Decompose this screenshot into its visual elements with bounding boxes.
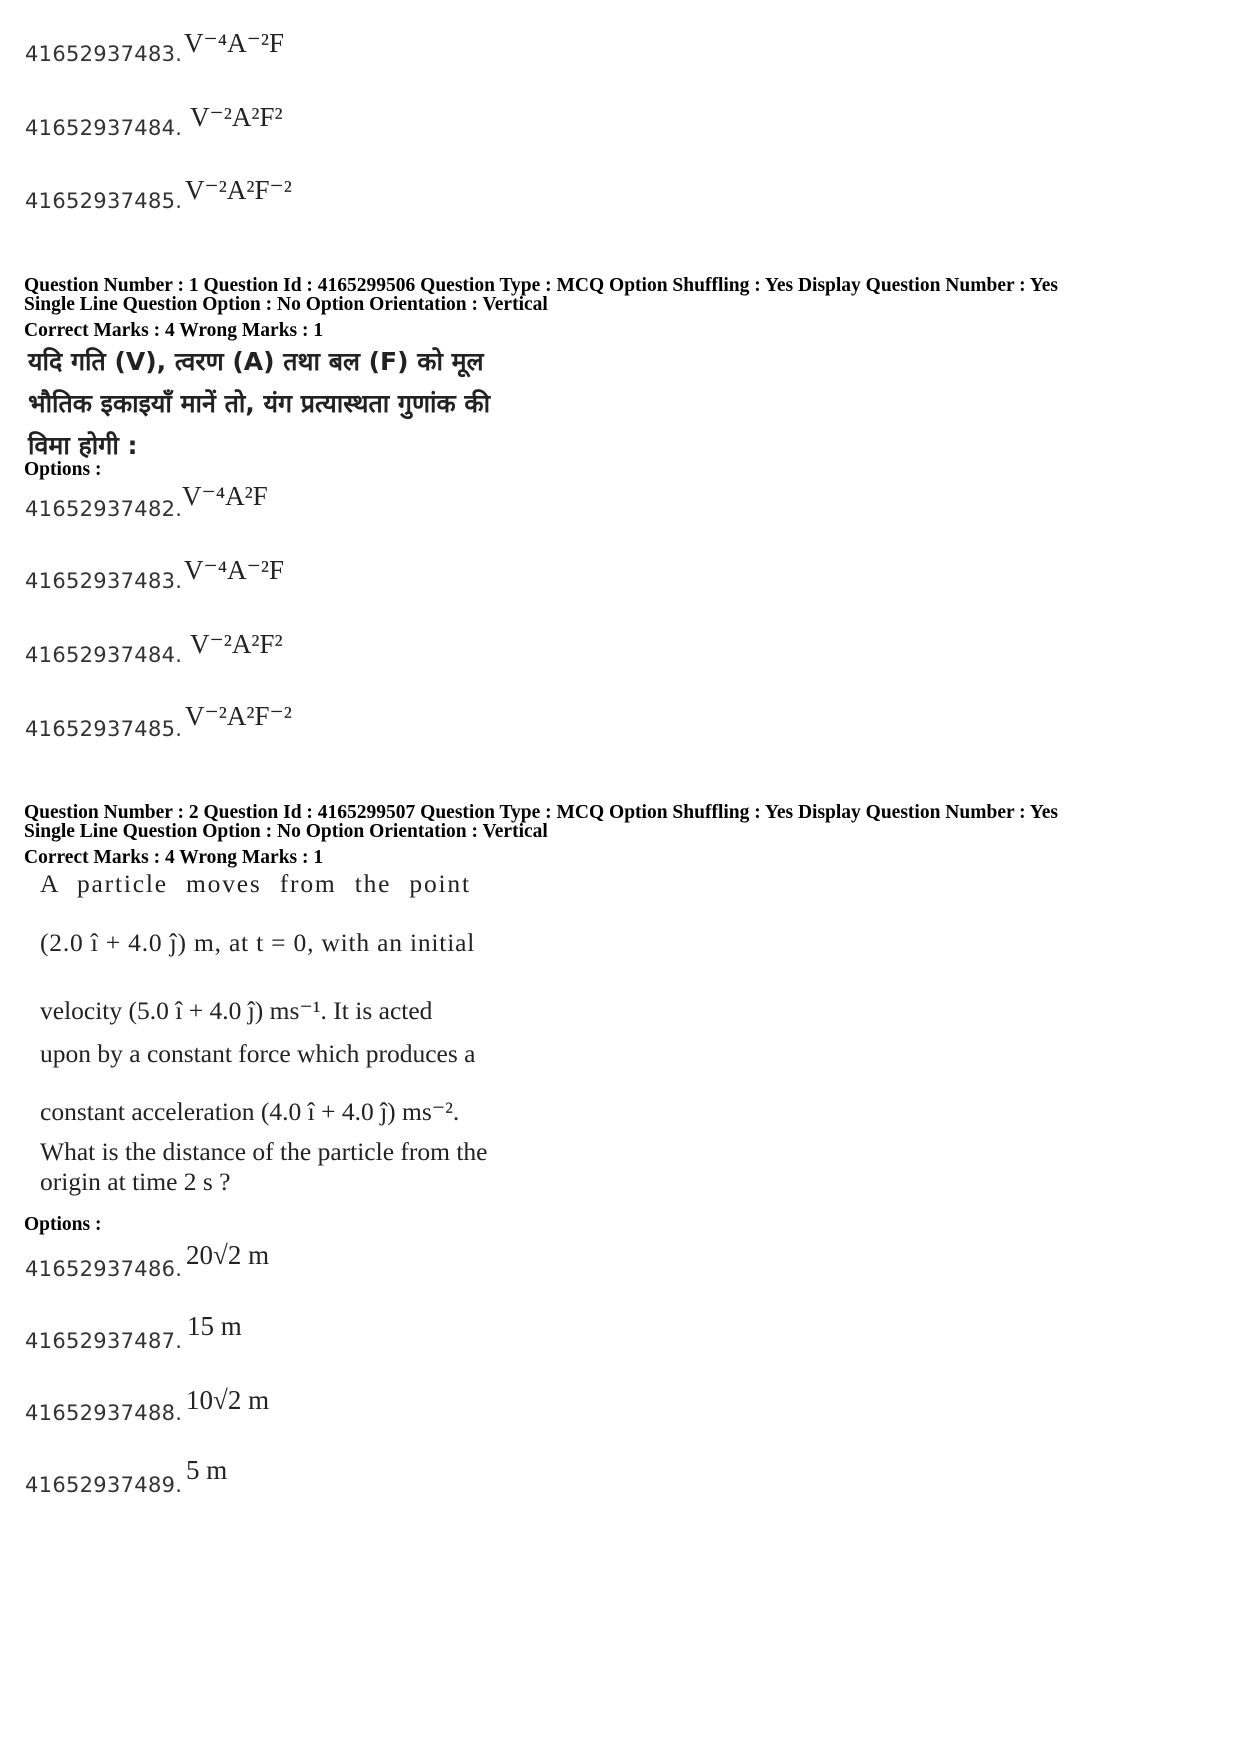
option-text[interactable]: V⁻²A²F⁻² [185, 175, 292, 205]
option-number: 41652937487. [25, 1329, 183, 1353]
option-text[interactable]: 15 m [187, 1311, 242, 1341]
question-text-line: यदि गति (V), त्वरण (A) तथा बल (F) को मूल [28, 347, 484, 376]
option-text[interactable]: 20√2 m [186, 1240, 270, 1270]
option-text[interactable]: V⁻⁴A⁻²F [184, 555, 285, 585]
question-text-line: What is the distance of the particle from the [40, 1137, 488, 1166]
option-number: 41652937483. [25, 569, 183, 593]
question-text-line: विमा होगी : [28, 431, 138, 460]
option-text[interactable]: V⁻⁴A²F [182, 481, 268, 511]
option-number: 41652937484. [25, 116, 183, 140]
question-meta-line-1: Question Number : 1 Question Id : 4165299506 Question Type : MCQ Option Shuffling : Yes Display Question Number : Yes [24, 275, 1058, 296]
option-text[interactable]: 5 m [186, 1455, 228, 1485]
option-number: 41652937488. [25, 1401, 183, 1425]
question-text-line: origin at time 2 s ? [40, 1167, 231, 1196]
question-text-line: A particle moves from the point [40, 869, 471, 898]
question-text-line: upon by a constant force which produces a [40, 1039, 476, 1068]
question-text-line: constant acceleration (4.0 î + 4.0 ĵ) ms⁻². [40, 1097, 460, 1126]
option-text[interactable]: V⁻²A²F² [190, 629, 283, 659]
option-number: 41652937486. [25, 1257, 183, 1281]
option-number: 41652937489. [25, 1473, 183, 1497]
question-marks: Correct Marks : 4 Wrong Marks : 1 [24, 320, 324, 341]
question-text-line: भौतिक इकाइयाँ मानें तो, यंग प्रत्यास्थता गुणांक की [28, 389, 491, 418]
question-meta-line-2: Single Line Question Option : No Option Orientation : Vertical [24, 294, 548, 315]
question-meta-line-1: Question Number : 2 Question Id : 4165299507 Question Type : MCQ Option Shuffling : Yes Display Question Number : Yes [24, 802, 1058, 823]
options-label: Options : [24, 459, 102, 480]
option-text[interactable]: 10√2 m [186, 1385, 270, 1415]
option-text[interactable]: V⁻²A²F² [190, 102, 283, 132]
option-number: 41652937485. [25, 189, 183, 213]
question-marks: Correct Marks : 4 Wrong Marks : 1 [24, 847, 324, 868]
question-text [28, 341, 490, 467]
question-text-line: velocity (5.0 î + 4.0 ĵ) ms⁻¹. It is acted [40, 996, 433, 1025]
question-meta-line-2: Single Line Question Option : No Option Orientation : Vertical [24, 821, 548, 842]
option-text[interactable]: V⁻⁴A⁻²F [184, 28, 285, 58]
option-number: 41652937485. [25, 717, 183, 741]
option-number: 41652937483. [25, 42, 183, 66]
question-text-line: (2.0 î + 4.0 ĵ) m, at t = 0, with an initial [40, 928, 476, 957]
option-number: 41652937484. [25, 643, 183, 667]
option-text[interactable]: V⁻²A²F⁻² [185, 701, 292, 731]
options-label: Options : [24, 1214, 102, 1235]
option-number: 41652937482. [25, 497, 183, 521]
